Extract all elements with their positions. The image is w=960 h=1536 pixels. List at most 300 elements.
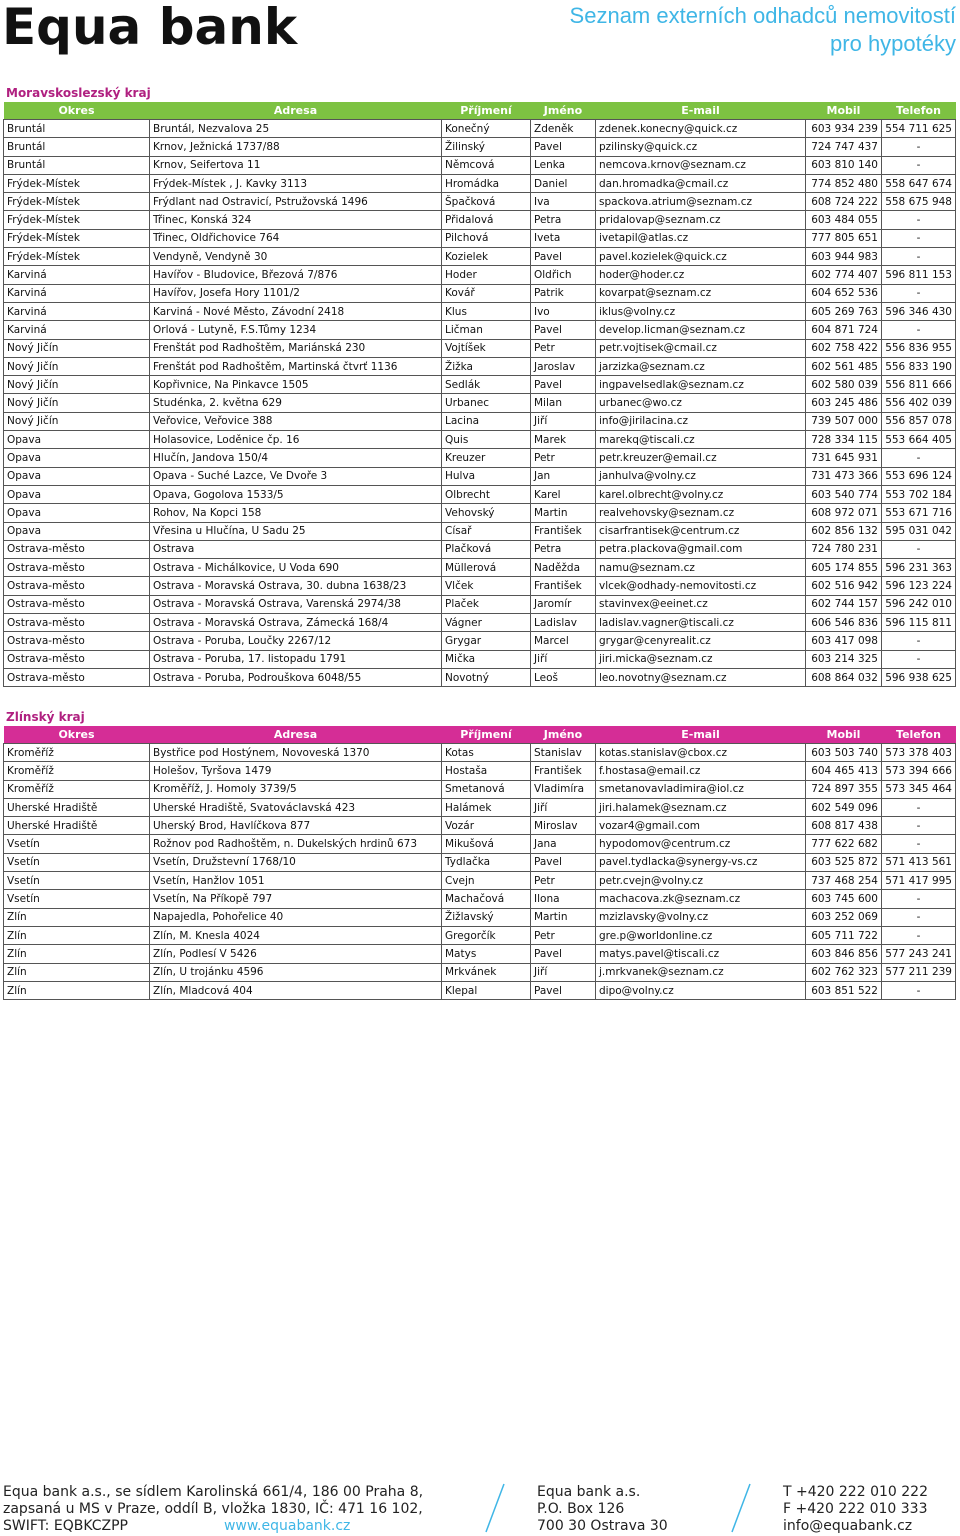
table-row [4,376,956,394]
firstname-cell: Oldřich [531,266,596,284]
surname-cell: Novotný [442,668,531,686]
table-row [4,266,956,284]
firstname-cell: Pavel [531,321,596,339]
phone-cell: 596 123 224 [882,577,956,595]
footer-email-link[interactable]: info@equabank.cz [783,1518,913,1534]
district-cell: Zlín [4,908,150,926]
phone-cell: - [882,449,956,467]
address-cell: Ostrava - Moravská Ostrava, Zámecká 168/4 [150,614,442,632]
table-row [4,522,956,540]
address-cell: Ostrava - Moravská Ostrava, Varenská 2974/38 [150,595,442,613]
mobile-cell: 602 561 485 [806,357,882,375]
district-cell: Uherské Hradiště [4,817,150,835]
mobile-cell: 602 774 407 [806,266,882,284]
surname-cell: Hulva [442,467,531,485]
mobile-cell: 603 934 239 [806,120,882,138]
phone-cell: 558 647 674 [882,174,956,192]
address-cell: Ostrava - Moravská Ostrava, 30. dubna 1638/23 [150,577,442,595]
email-cell[interactable]: ladislav.vagner@tiscali.cz [596,614,806,632]
surname-cell: Žižlavský [442,908,531,926]
address-cell: Bruntál, Nezvalova 25 [150,120,442,138]
firstname-cell: Jaroslav [531,357,596,375]
table-row [4,577,956,595]
surname-cell: Vlček [442,577,531,595]
email-cell[interactable]: vozar4@gmail.com [596,817,806,835]
phone-cell: 596 346 430 [882,302,956,320]
mobile-cell: 604 652 536 [806,284,882,302]
address-cell: Frýdek-Místek , J. Kavky 3113 [150,174,442,192]
surname-cell: Kozielek [442,248,531,266]
district-cell: Frýdek-Místek [4,211,150,229]
phone-cell: 573 345 464 [882,780,956,798]
email-cell[interactable]: janhulva@volny.cz [596,467,806,485]
firstname-cell: Milan [531,394,596,412]
email-cell[interactable]: vlcek@odhady-nemovitosti.cz [596,577,806,595]
firstname-cell: Petra [531,211,596,229]
district-cell: Ostrava-město [4,650,150,668]
district-cell: Nový Jičín [4,339,150,357]
email-cell[interactable]: info@jirilacina.cz [596,412,806,430]
column-header: Adresa [150,726,442,744]
district-cell: Ostrava-město [4,632,150,650]
mobile-cell: 774 852 480 [806,174,882,192]
address-cell: Ostrava [150,540,442,558]
surname-cell: Matys [442,945,531,963]
surname-cell: Machačová [442,890,531,908]
surname-cell: Halámek [442,798,531,816]
address-cell: Rožnov pod Radhoštěm, n. Dukelských hrdinů 673 [150,835,442,853]
email-cell[interactable]: spackova.atrium@seznam.cz [596,193,806,211]
district-cell: Karviná [4,302,150,320]
district-cell: Vsetín [4,872,150,890]
phone-cell: - [882,817,956,835]
equa-bank-logo [2,0,302,58]
address-cell: Opava, Gogolova 1533/5 [150,485,442,503]
email-cell[interactable]: petr.cvejn@volny.cz [596,872,806,890]
district-cell: Kroměříž [4,780,150,798]
district-cell: Zlín [4,945,150,963]
firstname-cell: Petr [531,449,596,467]
table-row [4,835,956,853]
phone-cell: 596 231 363 [882,559,956,577]
mobile-cell: 608 972 071 [806,504,882,522]
phone-cell: 577 243 241 [882,945,956,963]
mobile-cell: 603 214 325 [806,650,882,668]
mobile-cell: 608 864 032 [806,668,882,686]
district-cell: Nový Jičín [4,412,150,430]
surname-cell: Špačková [442,193,531,211]
address-cell: Havířov - Bludovice, Březová 7/876 [150,266,442,284]
firstname-cell: Marcel [531,632,596,650]
email-cell[interactable]: leo.novotny@seznam.cz [596,668,806,686]
address-cell: Bystřice pod Hostýnem, Novoveská 1370 [150,744,442,762]
phone-cell: - [882,650,956,668]
table-row [4,431,956,449]
email-cell[interactable]: pridalovap@seznam.cz [596,211,806,229]
table-row [4,540,956,558]
mobile-cell: 603 745 600 [806,890,882,908]
district-cell: Nový Jičín [4,394,150,412]
mobile-cell: 724 897 355 [806,780,882,798]
surname-cell: Plaček [442,595,531,613]
address-cell: Zlín, U trojánku 4596 [150,963,442,981]
mobile-cell: 603 851 522 [806,981,882,999]
phone-cell: 595 031 042 [882,522,956,540]
email-cell[interactable]: cisarfrantisek@centrum.cz [596,522,806,540]
email-cell[interactable]: marekq@tiscali.cz [596,431,806,449]
address-cell: Kroměříž, J. Homoly 3739/5 [150,780,442,798]
district-cell: Ostrava-město [4,540,150,558]
address-cell: Vsetín, Družstevní 1768/10 [150,853,442,871]
surname-cell: Olbrecht [442,485,531,503]
footer-company-info [3,1484,423,1535]
footer-line: P.O. Box 126 [537,1501,625,1517]
table-row [4,981,956,999]
footer-contacts [783,1484,928,1535]
phone-cell: 556 402 039 [882,394,956,412]
firstname-cell: Jiří [531,798,596,816]
firstname-cell: Martin [531,504,596,522]
column-header: Jméno [531,102,596,120]
firstname-cell: Zdeněk [531,120,596,138]
phone-cell: 556 833 190 [882,357,956,375]
district-cell: Bruntál [4,138,150,156]
firstname-cell: Karel [531,485,596,503]
table-row [4,211,956,229]
email-cell[interactable]: matys.pavel@tiscali.cz [596,945,806,963]
email-cell[interactable]: iklus@volny.cz [596,302,806,320]
address-cell: Studénka, 2. května 629 [150,394,442,412]
email-cell[interactable]: smetanovavladimira@iol.cz [596,780,806,798]
phone-cell: - [882,321,956,339]
table-row [4,853,956,871]
address-cell: Havířov, Josefa Hory 1101/2 [150,284,442,302]
phone-cell: 553 702 184 [882,485,956,503]
phone-cell: 554 711 625 [882,120,956,138]
address-cell: Vřesina u Hlučína, U Sadu 25 [150,522,442,540]
table-row [4,138,956,156]
mobile-cell: 724 780 231 [806,540,882,558]
firstname-cell: Petr [531,872,596,890]
phone-cell: - [882,981,956,999]
email-cell[interactable]: mzizlavsky@volny.cz [596,908,806,926]
email-cell[interactable]: grygar@cenyrealit.cz [596,632,806,650]
table-row [4,357,956,375]
address-cell: Zlín, M. Knesla 4024 [150,926,442,944]
email-cell[interactable]: nemcova.krnov@seznam.cz [596,156,806,174]
table-row [4,339,956,357]
email-cell[interactable]: kotas.stanislav@cbox.cz [596,744,806,762]
mobile-cell: 608 724 222 [806,193,882,211]
surname-cell: Kreuzer [442,449,531,467]
address-cell: Krnov, Ježnická 1737/88 [150,138,442,156]
firstname-cell: Leoš [531,668,596,686]
table-row [4,174,956,192]
phone-cell: 556 857 078 [882,412,956,430]
mobile-cell: 777 805 651 [806,229,882,247]
surname-cell: Ličman [442,321,531,339]
email-cell[interactable]: stavinvex@eeinet.cz [596,595,806,613]
mobile-cell: 724 747 437 [806,138,882,156]
footer-divider [730,1482,752,1534]
mobile-cell: 608 817 438 [806,817,882,835]
table-row [4,963,956,981]
phone-cell: 577 211 239 [882,963,956,981]
firstname-cell: Iva [531,193,596,211]
district-cell: Ostrava-město [4,577,150,595]
district-cell: Kroměříž [4,762,150,780]
email-cell[interactable]: petr.vojtisek@cmail.cz [596,339,806,357]
column-header: Okres [4,102,150,120]
phone-cell: 553 664 405 [882,431,956,449]
firstname-cell: Petr [531,926,596,944]
phone-cell: - [882,138,956,156]
table-row [4,908,956,926]
column-header: Okres [4,726,150,744]
firstname-cell: Daniel [531,174,596,192]
surname-cell: Mička [442,650,531,668]
footer-fax: F +420 222 010 333 [783,1501,928,1517]
surname-cell: Plačková [442,540,531,558]
surname-cell: Císař [442,522,531,540]
region-title-moravskoslezsky: Moravskoslezský kraj [6,86,151,100]
firstname-cell: Marek [531,431,596,449]
table-row [4,632,956,650]
email-cell[interactable]: machacova.zk@seznam.cz [596,890,806,908]
appraisers-table-moravskoslezsky [3,102,956,687]
surname-cell: Hromádka [442,174,531,192]
address-cell: Kopřivnice, Na Pinkavce 1505 [150,376,442,394]
surname-cell: Mrkvánek [442,963,531,981]
column-header: E-mail [596,102,806,120]
phone-cell: 573 394 666 [882,762,956,780]
district-cell: Frýdek-Místek [4,248,150,266]
email-cell[interactable]: dipo@volny.cz [596,981,806,999]
footer-divider [484,1482,506,1534]
email-cell[interactable]: jiri.halamek@seznam.cz [596,798,806,816]
mobile-cell: 603 417 098 [806,632,882,650]
firstname-cell: Pavel [531,376,596,394]
phone-cell: - [882,540,956,558]
district-cell: Opava [4,431,150,449]
mobile-cell: 602 549 096 [806,798,882,816]
phone-cell: - [882,908,956,926]
mobile-cell: 606 546 836 [806,614,882,632]
phone-cell: - [882,211,956,229]
table-row [4,394,956,412]
district-cell: Karviná [4,284,150,302]
table-row [4,744,956,762]
email-cell[interactable]: jarzizka@seznam.cz [596,357,806,375]
district-cell: Nový Jičín [4,357,150,375]
email-cell[interactable]: karel.olbrecht@volny.cz [596,485,806,503]
mobile-cell: 602 762 323 [806,963,882,981]
column-header: Adresa [150,102,442,120]
phone-cell: - [882,798,956,816]
mobile-cell: 605 174 855 [806,559,882,577]
district-cell: Bruntál [4,120,150,138]
email-cell[interactable]: gre.p@worldonline.cz [596,926,806,944]
footer-line: zapsaná u MS v Praze, oddíl B, vložka 1830, IČ: 471 16 102, [3,1501,423,1517]
mobile-cell: 603 252 069 [806,908,882,926]
address-cell: Zlín, Podlesí V 5426 [150,945,442,963]
email-cell[interactable]: dan.hromadka@cmail.cz [596,174,806,192]
title-line-2: pro hypotéky [830,31,956,56]
district-cell: Frýdek-Místek [4,174,150,192]
document-title [570,2,956,58]
table-row [4,926,956,944]
email-cell[interactable]: urbanec@wo.cz [596,394,806,412]
firstname-cell: Pavel [531,853,596,871]
email-cell[interactable]: ingpavelsedlak@seznam.cz [596,376,806,394]
firstname-cell: Jaromír [531,595,596,613]
phone-cell: 571 417 995 [882,872,956,890]
address-cell: Ostrava - Michálkovice, U Voda 690 [150,559,442,577]
surname-cell: Gregorčík [442,926,531,944]
firstname-cell: Petr [531,339,596,357]
email-cell[interactable]: pavel.kozielek@quick.cz [596,248,806,266]
surname-cell: Konečný [442,120,531,138]
email-cell[interactable]: kovarpat@seznam.cz [596,284,806,302]
surname-cell: Müllerová [442,559,531,577]
table-row [4,650,956,668]
surname-cell: Urbanec [442,394,531,412]
firstname-cell: Lenka [531,156,596,174]
mobile-cell: 602 856 132 [806,522,882,540]
footer-line: 700 30 Ostrava 30 [537,1518,668,1534]
table-row [4,817,956,835]
footer-website-link[interactable]: www.equabank.cz [223,1518,351,1534]
surname-cell: Pilchová [442,229,531,247]
district-cell: Opava [4,449,150,467]
district-cell: Kroměříž [4,744,150,762]
address-cell: Zlín, Mladcová 404 [150,981,442,999]
firstname-cell: Pavel [531,248,596,266]
address-cell: Holešov, Tyršova 1479 [150,762,442,780]
column-header: E-mail [596,726,806,744]
address-cell: Třinec, Konská 324 [150,211,442,229]
phone-cell: 596 938 625 [882,668,956,686]
surname-cell: Lacina [442,412,531,430]
email-cell[interactable]: petra.plackova@gmail.com [596,540,806,558]
appraisers-table-zlinsky [3,726,956,1000]
table-row [4,762,956,780]
phone-cell: - [882,835,956,853]
email-cell[interactable]: zdenek.konecny@quick.cz [596,120,806,138]
district-cell: Zlín [4,926,150,944]
district-cell: Zlín [4,963,150,981]
email-cell[interactable]: hypodomov@centrum.cz [596,835,806,853]
firstname-cell: Naděžda [531,559,596,577]
firstname-cell: Ivo [531,302,596,320]
district-cell: Opava [4,485,150,503]
column-header: Jméno [531,726,596,744]
table-row [4,890,956,908]
district-cell: Karviná [4,266,150,284]
phone-cell: 553 696 124 [882,467,956,485]
district-cell: Zlín [4,981,150,999]
phone-cell: - [882,248,956,266]
footer-phone: T +420 222 010 222 [783,1484,928,1500]
address-cell: Ostrava - Poruba, 17. listopadu 1791 [150,650,442,668]
mobile-cell: 603 540 774 [806,485,882,503]
table-row [4,467,956,485]
email-cell[interactable]: j.mrkvanek@seznam.cz [596,963,806,981]
region-title-zlinsky: Zlínský kraj [6,710,85,724]
mobile-cell: 603 944 983 [806,248,882,266]
firstname-cell: Jana [531,835,596,853]
table-row [4,559,956,577]
address-cell: Frenštát pod Radhoštěm, Martinská čtvrť 1136 [150,357,442,375]
logo-text: Equa bank [2,0,298,56]
surname-cell: Klus [442,302,531,320]
table-header-row [4,102,956,120]
mobile-cell: 602 580 039 [806,376,882,394]
table-row [4,284,956,302]
firstname-cell: Jan [531,467,596,485]
district-cell: Nový Jičín [4,376,150,394]
mobile-cell: 728 334 115 [806,431,882,449]
phone-cell: 573 378 403 [882,744,956,762]
email-cell[interactable]: develop.licman@seznam.cz [596,321,806,339]
table-row [4,156,956,174]
surname-cell: Žilinský [442,138,531,156]
firstname-cell: Vladimíra [531,780,596,798]
address-cell: Orlová - Lutyně, F.S.Tůmy 1234 [150,321,442,339]
district-cell: Ostrava-město [4,559,150,577]
mobile-cell: 605 269 763 [806,302,882,320]
table-header-row [4,726,956,744]
mobile-cell: 731 645 931 [806,449,882,467]
table-row [4,872,956,890]
email-cell[interactable]: petr.kreuzer@email.cz [596,449,806,467]
firstname-cell: Stanislav [531,744,596,762]
district-cell: Ostrava-město [4,614,150,632]
email-cell[interactable]: hoder@hoder.cz [596,266,806,284]
firstname-cell: František [531,762,596,780]
email-cell[interactable]: jiri.micka@seznam.cz [596,650,806,668]
email-cell[interactable]: pzilinsky@quick.cz [596,138,806,156]
email-cell[interactable]: pavel.tydlacka@synergy-vs.cz [596,853,806,871]
district-cell: Vsetín [4,853,150,871]
column-header: Mobil [806,102,882,120]
email-cell[interactable]: ivetapil@atlas.cz [596,229,806,247]
district-cell: Bruntál [4,156,150,174]
surname-cell: Hoder [442,266,531,284]
address-cell: Třinec, Oldřichovice 764 [150,229,442,247]
surname-cell: Tydlačka [442,853,531,871]
address-cell: Napajedla, Pohořelice 40 [150,908,442,926]
table-row [4,449,956,467]
mobile-cell: 602 758 422 [806,339,882,357]
address-cell: Hlučín, Jandova 150/4 [150,449,442,467]
address-cell: Vendyně, Vendyně 30 [150,248,442,266]
address-cell: Veřovice, Veřovice 388 [150,412,442,430]
surname-cell: Vehovský [442,504,531,522]
firstname-cell: Martin [531,908,596,926]
email-cell[interactable]: f.hostasa@email.cz [596,762,806,780]
phone-cell: 596 811 153 [882,266,956,284]
firstname-cell: Pavel [531,138,596,156]
footer-swift: SWIFT: EQBKCZPP [3,1518,128,1534]
mobile-cell: 603 245 486 [806,394,882,412]
email-cell[interactable]: realvehovsky@seznam.cz [596,504,806,522]
email-cell[interactable]: namu@seznam.cz [596,559,806,577]
surname-cell: Vágner [442,614,531,632]
table-row [4,614,956,632]
district-cell: Frýdek-Místek [4,193,150,211]
address-cell: Opava - Suché Lazce, Ve Dvoře 3 [150,467,442,485]
